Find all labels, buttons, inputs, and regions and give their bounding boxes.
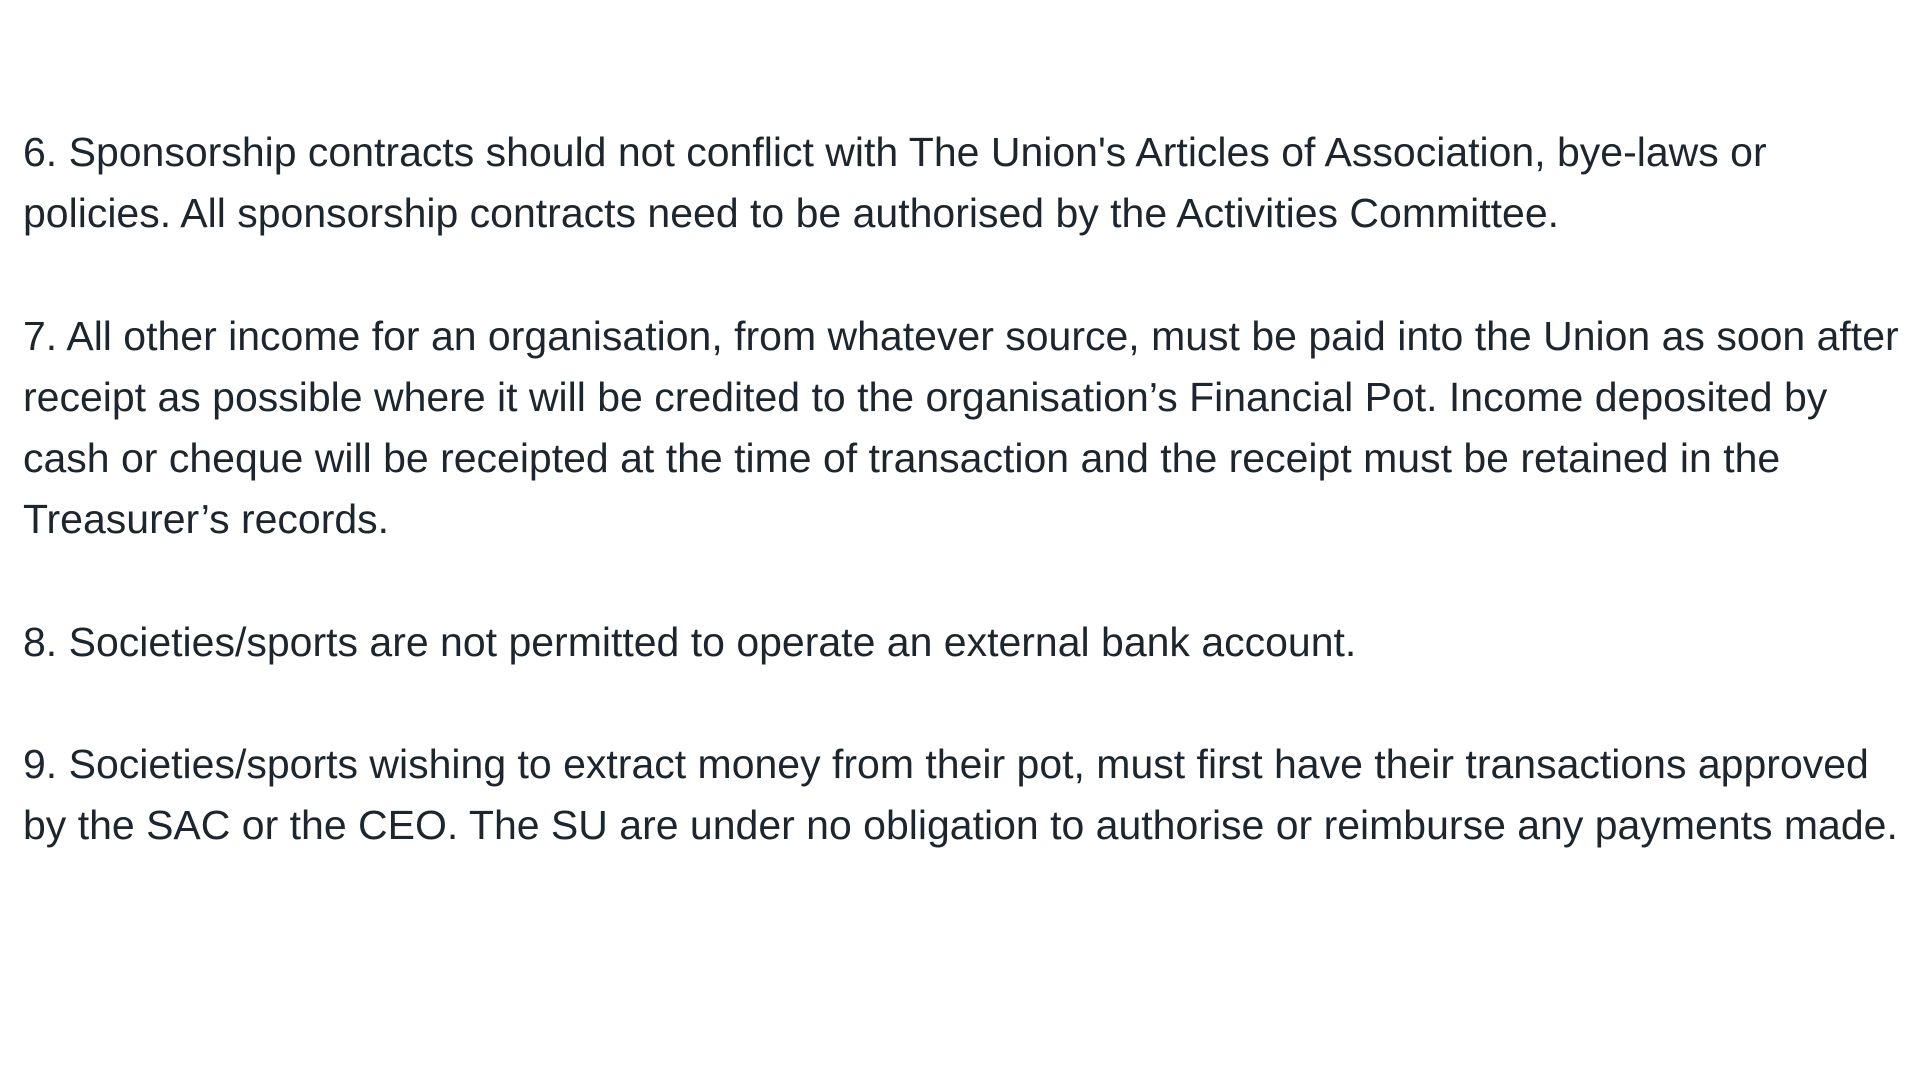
paragraph-text: Sponsorship contracts should not conflict with The Union's Articles of Association, bye-laws or policies. All sponsorship contracts need to be authorised by the Activities Committee.	[23, 129, 1767, 237]
paragraph-number: 7.	[23, 312, 58, 359]
paragraph-number: 8.	[23, 618, 58, 665]
paragraph-text: Societies/sports are not permitted to operate an external bank account.	[68, 618, 1357, 665]
paragraph-number: 9.	[23, 741, 58, 788]
paragraph-8	[23, 612, 1920, 673]
paragraph-9	[23, 734, 1920, 857]
paragraph-7	[23, 306, 1920, 551]
paragraph-number: 6.	[23, 129, 58, 175]
paragraph-6	[23, 122, 1920, 245]
paragraph-text: Societies/sports wishing to extract money from their pot, must first have their transactions approved by the SAC or the CEO. The SU are under no obligation to authorise or reimburse any payments made.	[23, 741, 1898, 849]
paragraph-text: All other income for an organisation, from whatever source, must be paid into the Union as soon after receipt as possible where it will be credited to the organisation’s Financial Pot. Income deposited by cash or cheque will be receipted at the time of transaction and the receipt must be retained in the Treasurer’s records.	[23, 312, 1899, 543]
